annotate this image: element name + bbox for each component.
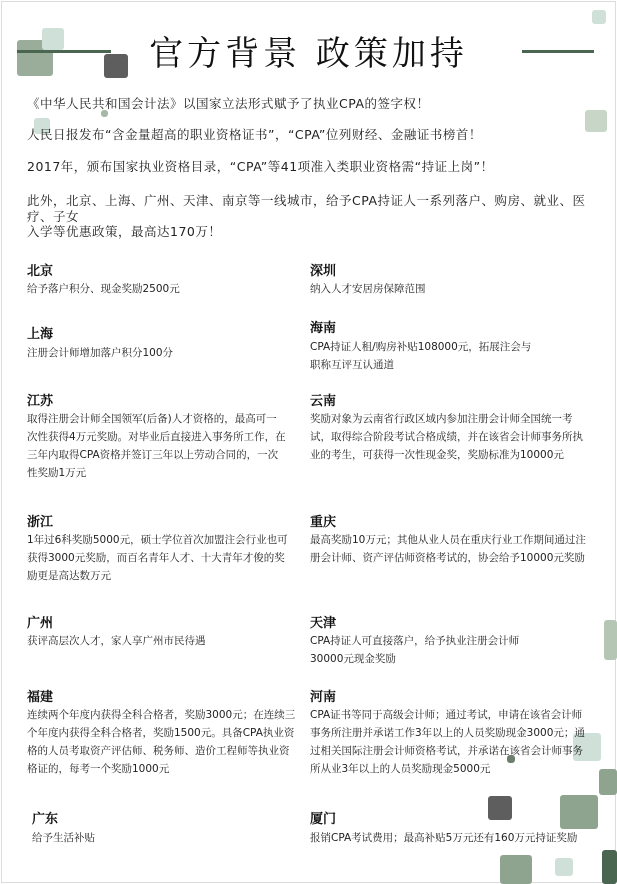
desc-line: 业的考生，可获得一次性现金奖，奖励标准为10000元 xyxy=(310,449,564,461)
desc-line: 30000元现金奖励 xyxy=(310,653,396,665)
intro-paragraph: 2017年，颁布国家执业资格目录，“CPA”等41项准入类职业资格需“持证上岗”！ xyxy=(27,159,494,174)
region-guangzhou-desc xyxy=(27,632,305,650)
region-yunnan-desc xyxy=(310,410,600,464)
desc-line: 三年内取得CPA资格并签订三年以上劳动合同的，一次 xyxy=(27,449,279,461)
page-title: 官方背景 政策加持 xyxy=(149,34,468,74)
region-xiamen-name: 厦门 xyxy=(310,812,337,827)
intro-paragraph: 人民日报发布“含金量超高的职业资格证书”，“CPA”位列财经、金融证书榜首！ xyxy=(27,127,482,142)
desc-line: CPA证书等同于高级会计师；通过考试，申请在该省会计师 xyxy=(310,709,583,721)
desc-line: 试，取得综合阶段考试合格成绩，并在该省会计师事务所执 xyxy=(310,431,583,443)
region-henan-name: 河南 xyxy=(310,690,337,705)
region-shanghai-desc xyxy=(27,344,305,362)
region-beijing-desc xyxy=(27,280,305,298)
desc-line: 1年过6科奖励5000元，硕士学位首次加盟注会行业也可 xyxy=(27,534,288,546)
region-fujian-name: 福建 xyxy=(27,690,54,705)
desc-line: 纳入人才安居房保障范围 xyxy=(310,283,426,295)
desc-line: 获得3000元奖励，而百名青年人才、十大青年才俊的奖 xyxy=(27,552,285,564)
intro-paragraph: 《中华人民共和国会计法》以国家立法形式赋予了执业CPA的签字权！ xyxy=(27,96,430,111)
region-guangzhou-name: 广州 xyxy=(27,616,54,631)
desc-line: 次性获得4万元奖励。对毕业后直接进入事务所工作，在 xyxy=(27,431,286,443)
intro-paragraph: 此外，北京、上海、广州、天津、南京等一线城市，给予CPA持证人一系列落户、购房、就业、医疗、子女 xyxy=(27,193,586,224)
region-beijing-name: 北京 xyxy=(27,264,54,279)
desc-line: 给予生活补贴 xyxy=(32,832,95,844)
region-chongqing-desc xyxy=(310,531,600,567)
region-fujian-desc xyxy=(27,706,305,778)
desc-line: 奖励对象为云南省行政区域内参加注册会计师全国统一考 xyxy=(310,413,573,425)
decor-square xyxy=(592,10,606,24)
decor-square xyxy=(599,769,617,795)
intro-paragraph: 入学等优惠政策，最高达170万！ xyxy=(27,224,222,239)
decor-square xyxy=(602,850,617,884)
desc-line: 职称互评互认通道 xyxy=(310,359,394,371)
region-henan-desc xyxy=(310,706,600,778)
desc-line: CPA持证人可直接落户，给予执业注册会计师 xyxy=(310,635,520,647)
desc-line: 册会计师、资产评估师资格考试的，协会给予10000元奖励 xyxy=(310,552,585,564)
region-guangdong-desc xyxy=(32,829,310,847)
desc-line: 格证的，每考一个奖励1000元 xyxy=(27,763,170,775)
desc-line: 取得注册会计师全国领军(后备)人才资格的，最高可一 xyxy=(27,413,277,425)
region-shenzhen-name: 深圳 xyxy=(310,264,337,279)
desc-line: 给予落户积分、现金奖励2500元 xyxy=(27,283,180,295)
region-shanghai-name: 上海 xyxy=(27,327,54,342)
desc-line: 获评高层次人才，家人享广州市民待遇 xyxy=(27,635,206,647)
desc-line: 报销CPA考试费用；最高补贴5万元还有160万元持证奖励 xyxy=(310,832,578,844)
region-yunnan-name: 云南 xyxy=(310,394,337,409)
region-chongqing-name: 重庆 xyxy=(310,515,337,530)
decor-square xyxy=(555,858,573,876)
desc-line: 连续两个年度内获得全科合格者，奖励3000元；在连续三 xyxy=(27,709,296,721)
desc-line: 事务所注册并承诺工作3年以上的人员奖励现金3000元；通 xyxy=(310,727,585,739)
region-guangdong-name: 广东 xyxy=(32,812,59,827)
region-jiangsu-name: 江苏 xyxy=(27,394,54,409)
desc-line: 最高奖励10万元；其他从业人员在重庆行业工作期间通过注 xyxy=(310,534,586,546)
desc-line: 个年度内获得全科合格者，奖励1500元。具备CPA执业资 xyxy=(27,727,295,739)
region-tianjin-desc xyxy=(310,632,600,668)
desc-line: 过相关国际注册会计师资格考试，并承诺在该省会计师事务 xyxy=(310,745,583,757)
region-hainan-name: 海南 xyxy=(310,321,337,336)
desc-line: 励更是高达数万元 xyxy=(27,570,111,582)
desc-line: 性奖励1万元 xyxy=(27,467,87,479)
region-xiamen-desc xyxy=(310,829,600,847)
region-tianjin-name: 天津 xyxy=(310,616,337,631)
region-zhejiang-desc xyxy=(27,531,305,585)
desc-line: 所从业3年以上的人员奖励现金5000元 xyxy=(310,763,491,775)
region-shenzhen-desc xyxy=(310,280,600,298)
desc-line: 格的人员考取资产评估师、税务师、造价工程师等执业资 xyxy=(27,745,290,757)
desc-line: 注册会计师增加落户积分100分 xyxy=(27,347,174,359)
region-hainan-desc xyxy=(310,338,600,374)
desc-line: CPA持证人租/购房补贴108000元，拓展注会与 xyxy=(310,341,532,353)
region-jiangsu-desc xyxy=(27,410,305,482)
region-zhejiang-name: 浙江 xyxy=(27,515,54,530)
decor-square xyxy=(500,855,532,884)
decor-square xyxy=(604,620,617,660)
